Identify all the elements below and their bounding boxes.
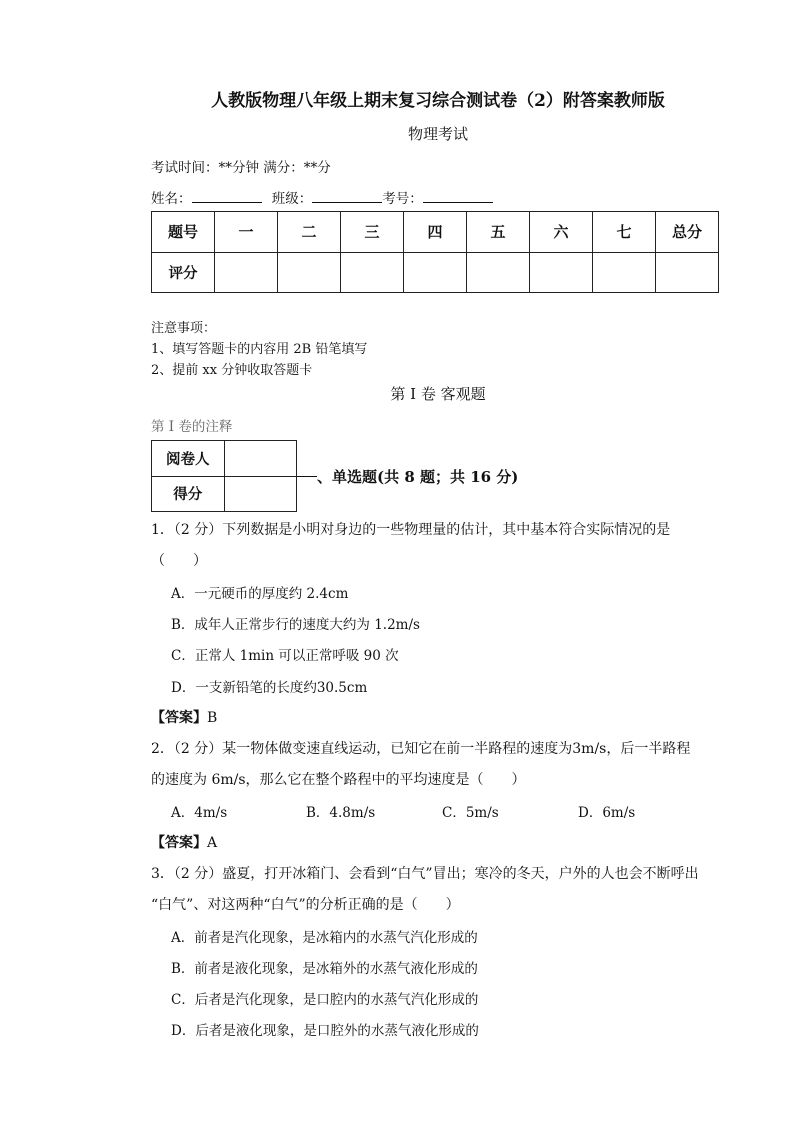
question-stem: 2．（2 分）某一物体做变速直线运动，已知它在前一半路程的速度为3m/s，后一半路程 [151,741,691,757]
option-item: C．后者是汽化现象，是口腔内的水蒸气汽化形成的 [171,992,479,1008]
option-item: B．4.8m/s [306,805,376,821]
student-info-line [151,187,493,207]
answer-value: A [207,835,218,851]
option-item: A．一元硬币的厚度约 2.4cm [171,586,349,602]
question-stem: “白气”、对这两种“白气”的分析正确的是（ ） [151,897,460,913]
score-cell[interactable] [530,252,593,293]
option-item: C．正常人 1min 可以正常呼吸 90 次 [171,648,399,664]
option-item: B．成年人正常步行的速度大约为 1.2m/s [171,617,420,633]
score-cell[interactable] [215,252,278,293]
question-group-heading: 、单选题(共 8 题；共 16 分) [317,468,519,486]
grader-row [152,476,297,512]
score-row-label: 评分 [152,252,215,293]
question-stem: 3．（2 分）盛夏，打开冰箱门、会看到“白气”冒出；寒冷的冬天，户外的人也会不断呼出 [151,866,699,882]
score-cell[interactable] [656,252,719,293]
document-subtitle: 物理考试 [407,125,468,143]
score-cell[interactable] [404,252,467,293]
answer-value: B [207,710,218,726]
section-title: 第 I 卷 客观题 [390,385,486,403]
answer-label: 【答案】 [151,835,207,851]
option-item: C．5m/s [442,805,499,821]
option-item: A．4m/s [171,805,228,821]
grader-score-label: 得分 [152,476,225,512]
grader-row [152,441,297,477]
score-header-cell: 六 [530,212,593,253]
exam-info: 考试时间：**分钟 满分：**分 [151,160,331,176]
score-cell[interactable] [593,252,656,293]
heading-dash [297,476,317,477]
name-label: 姓名： [151,191,192,207]
option-item: D．6m/s [578,805,636,821]
score-header-cell: 总分 [656,212,719,253]
document-title: 人教版物理八年级上期末复习综合测试卷（2）附答案教师版 [211,91,665,111]
score-table-header-row [152,212,719,253]
score-cell[interactable] [341,252,404,293]
number-blank[interactable] [423,187,493,203]
notes-heading: 注意事项： [151,321,217,336]
answer-line [151,832,217,852]
grader-table [151,440,297,512]
score-header-cell: 题号 [152,212,215,253]
score-header-cell: 一 [215,212,278,253]
question-stem: （ ） [151,553,207,569]
class-blank[interactable] [312,187,382,203]
score-header-cell: 二 [278,212,341,253]
section-note: 第 I 卷的注释 [151,419,233,435]
number-label: 考号： [382,191,423,207]
score-header-cell: 三 [341,212,404,253]
option-item: D．一支新铅笔的长度约30.5cm [171,680,368,696]
score-header-cell: 七 [593,212,656,253]
answer-label: 【答案】 [151,710,207,726]
score-table-score-row [152,252,719,293]
grader-label: 阅卷人 [152,441,225,477]
question-stem: 1．（2 分）下列数据是小明对身边的一些物理量的估计，其中基本符合实际情况的是 [151,522,671,538]
score-header-cell: 五 [467,212,530,253]
score-cell[interactable] [467,252,530,293]
class-label: 班级： [271,191,313,207]
answer-line [151,707,217,727]
option-item: A．前者是汽化现象，是冰箱内的水蒸气汽化形成的 [171,930,478,946]
note-item: 1、填写答题卡的内容用 2B 铅笔填写 [151,342,368,357]
grader-score-cell[interactable] [224,476,297,512]
score-cell[interactable] [278,252,341,293]
option-item: B．前者是液化现象，是冰箱外的水蒸气液化形成的 [171,961,478,977]
name-blank[interactable] [192,187,262,203]
score-header-cell: 四 [404,212,467,253]
option-item: D．后者是液化现象，是口腔外的水蒸气液化形成的 [171,1023,479,1039]
grader-cell[interactable] [224,441,297,477]
note-item: 2、提前 xx 分钟收取答题卡 [151,363,313,378]
score-table [151,211,719,293]
question-stem: 的速度为 6m/s，那么它在整个路程中的平均速度是（ ） [151,772,526,788]
